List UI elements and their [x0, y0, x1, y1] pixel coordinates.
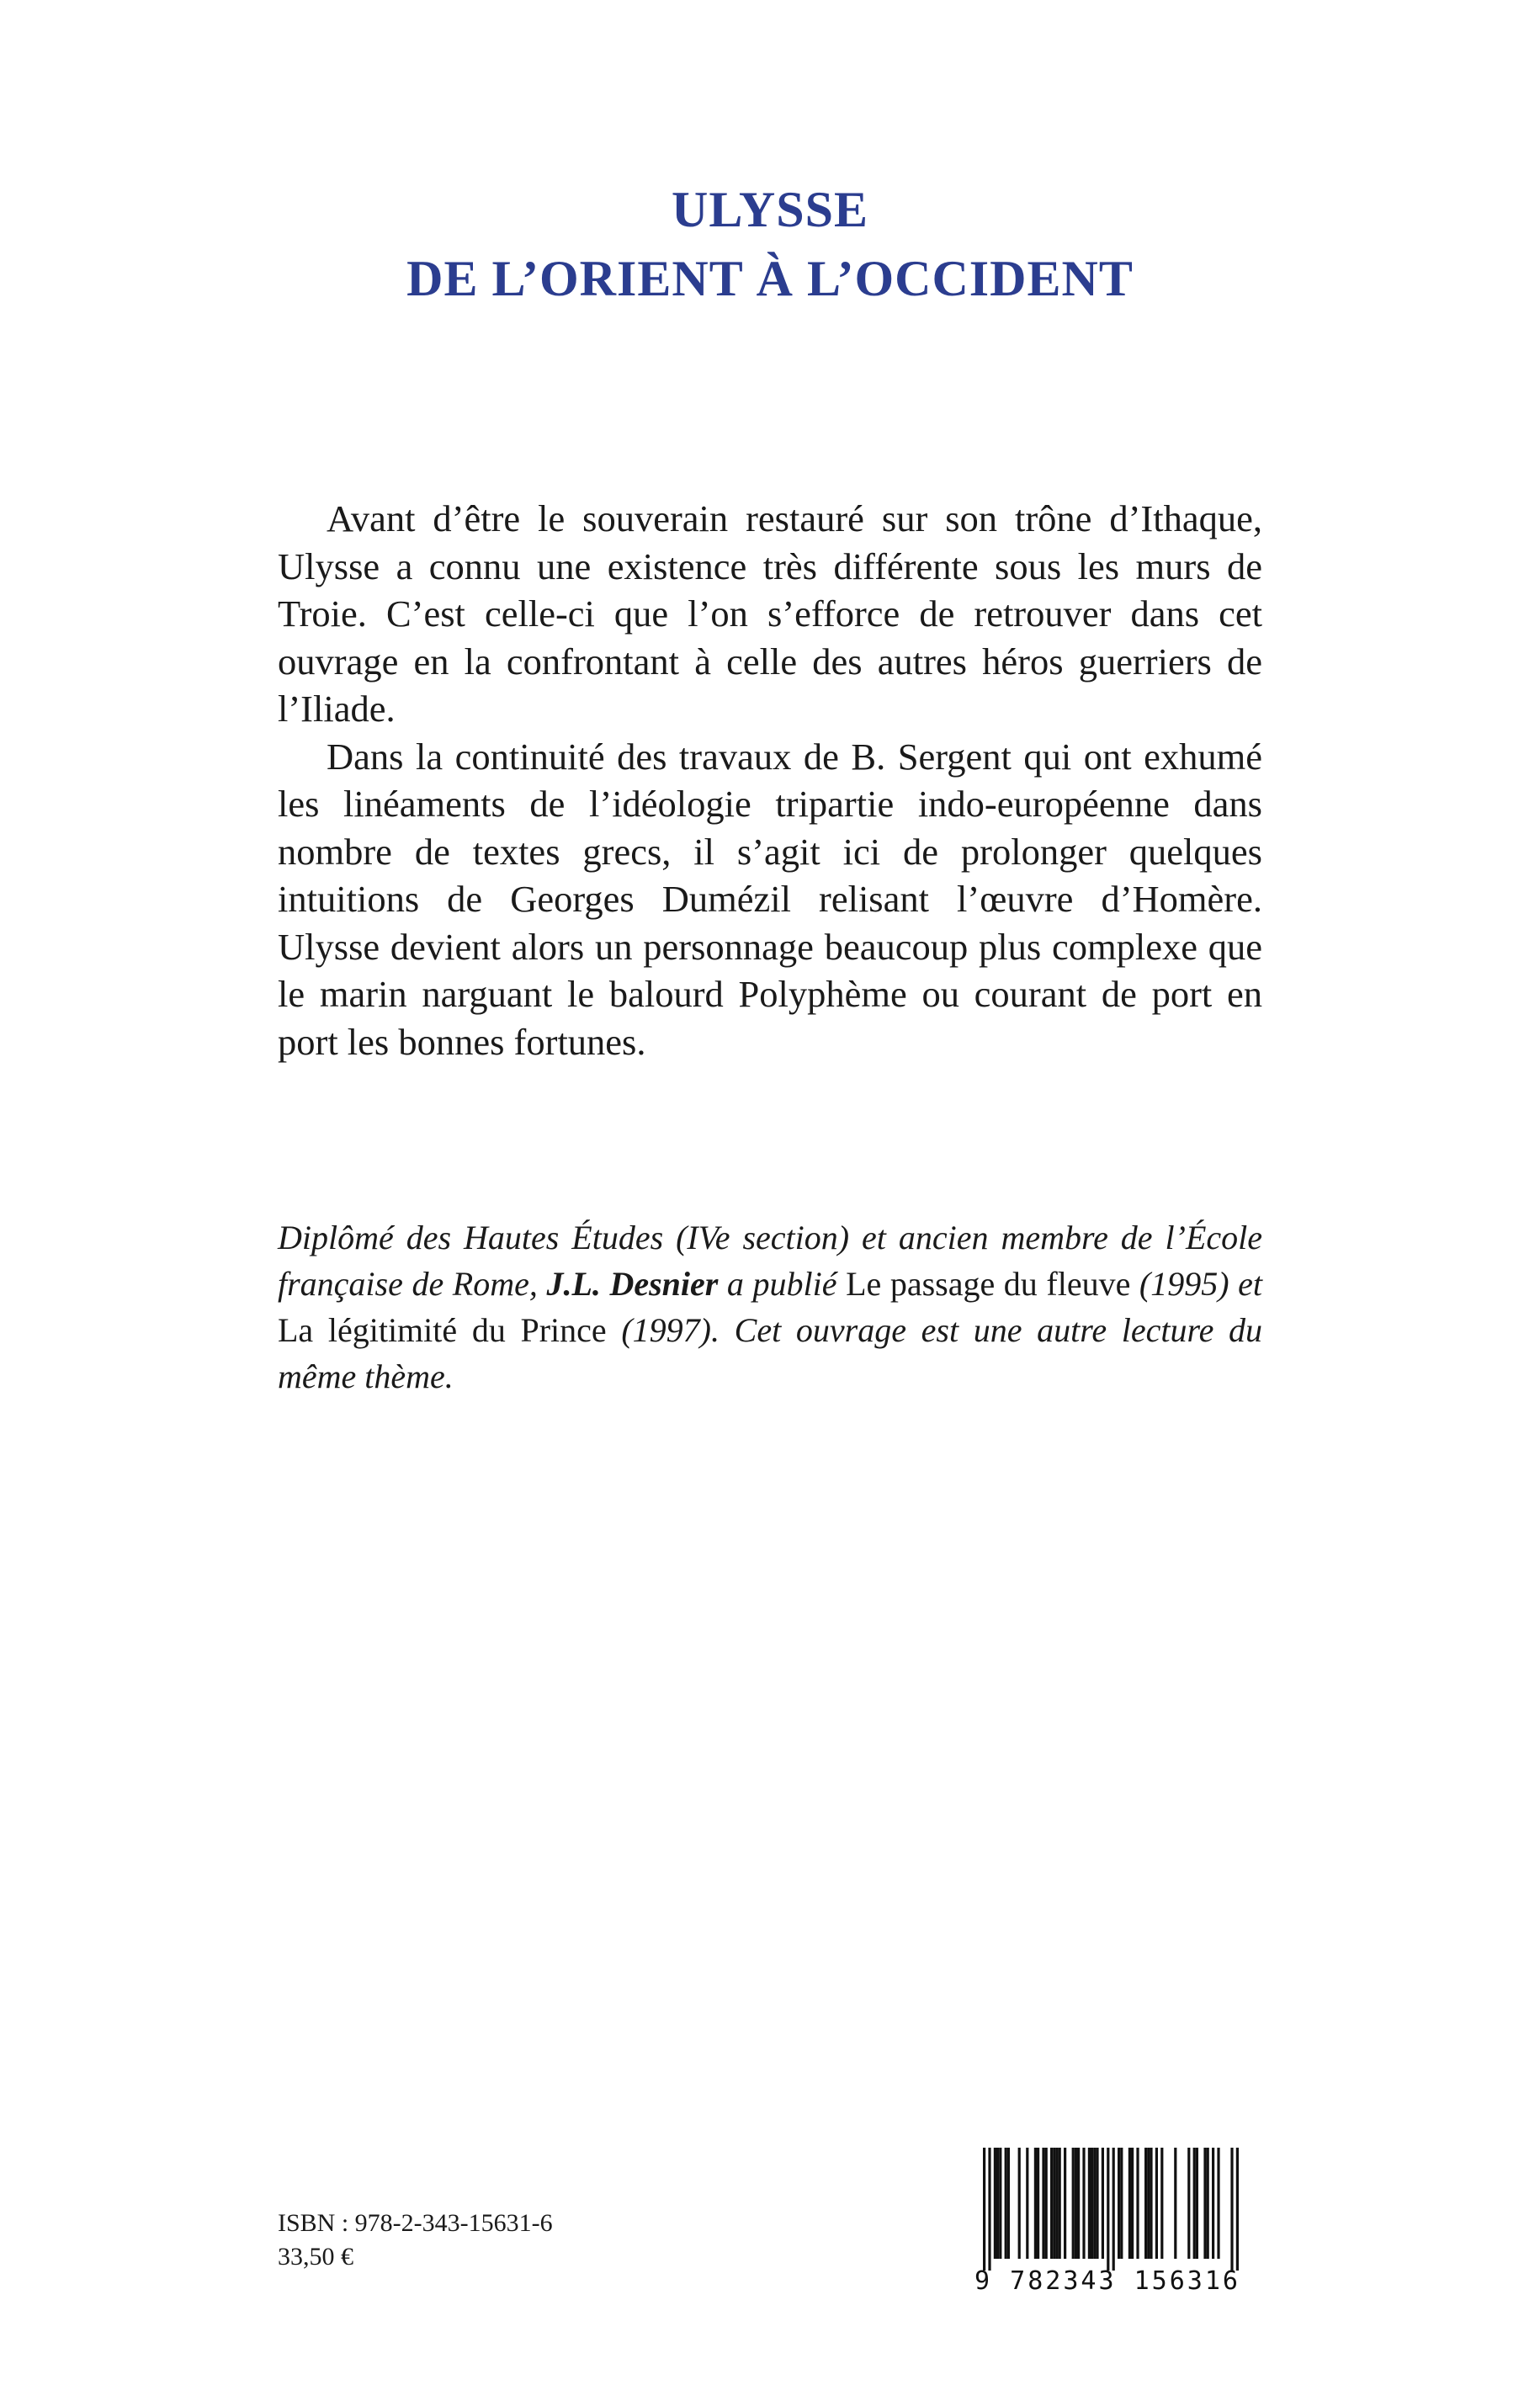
- book-title-1: Le passage du fleuve: [846, 1265, 1131, 1303]
- barcode-bar: [1160, 2148, 1163, 2259]
- barcode-bar: [1018, 2148, 1021, 2259]
- barcode-bar: [999, 2148, 1001, 2259]
- barcode-bar: [1230, 2148, 1233, 2271]
- barcode-bar: [1088, 2148, 1091, 2259]
- barcode-bar: [1026, 2148, 1028, 2259]
- barcode-bar: [1118, 2148, 1120, 2259]
- barcode-bar: [1072, 2148, 1075, 2259]
- barcode-bar: [1042, 2148, 1044, 2259]
- barcode-bar: [983, 2148, 985, 2271]
- back-cover-blurb: [278, 495, 1262, 1065]
- bio-text-3: (1995) et: [1130, 1265, 1262, 1303]
- bio-text-2: a publié: [718, 1265, 847, 1303]
- barcode-bar: [1096, 2148, 1098, 2259]
- barcode-bar: [1077, 2148, 1080, 2259]
- barcode-bar: [996, 2148, 999, 2259]
- price-label: 33,50 €: [278, 2243, 353, 2271]
- isbn-number: ISBN : 978-2-343-15631-6: [278, 2209, 553, 2237]
- title-line-2: DE L’ORIENT À L’OCCIDENT: [406, 251, 1134, 306]
- barcode-bar: [988, 2148, 990, 2271]
- barcode-bar: [1075, 2148, 1077, 2259]
- barcode-bar: [1050, 2148, 1053, 2259]
- barcode-bar: [1193, 2148, 1196, 2259]
- barcode-bar: [1196, 2148, 1198, 2259]
- book-title: [0, 175, 1540, 313]
- barcode-bar: [1217, 2148, 1219, 2259]
- title-line-1: ULYSSE: [672, 182, 868, 237]
- barcode-bar: [1144, 2148, 1147, 2259]
- barcode-bar: [1212, 2148, 1214, 2259]
- barcode-bar: [1155, 2148, 1158, 2259]
- author-bio: [278, 1214, 1262, 1400]
- barcode-bar: [1147, 2148, 1150, 2259]
- barcode-bar: [1059, 2148, 1061, 2259]
- barcode-bar: [1055, 2148, 1058, 2259]
- barcode-bar: [1064, 2148, 1066, 2259]
- barcode-bar: [1082, 2148, 1085, 2259]
- barcode-bar: [1102, 2148, 1104, 2259]
- barcode: [964, 2144, 1251, 2296]
- barcode-bar: [1203, 2148, 1206, 2259]
- barcode-bar: [1034, 2148, 1037, 2259]
- barcode-bar: [1187, 2148, 1190, 2259]
- barcode-bar: [1007, 2148, 1010, 2259]
- barcode-bar: [1150, 2148, 1152, 2259]
- barcode-bar: [1136, 2148, 1139, 2259]
- bio-text-4: (1997). Cet ouvrage est une autre lecture du même thème.: [278, 1311, 1262, 1395]
- book-title-2: La légitimité du Prince: [278, 1311, 607, 1349]
- barcode-bar: [1120, 2148, 1123, 2259]
- barcode-bar: [1045, 2148, 1048, 2259]
- barcode-bar: [1053, 2148, 1055, 2259]
- barcode-bar: [1131, 2148, 1134, 2259]
- barcode-bar: [994, 2148, 996, 2259]
- barcode-bar: [1207, 2148, 1209, 2259]
- barcode-bar: [1113, 2148, 1115, 2271]
- barcode-bar: [1236, 2148, 1239, 2271]
- barcode-bar: [1128, 2148, 1131, 2259]
- barcode-bar: [1093, 2148, 1096, 2259]
- author-name: J.L. Desnier: [546, 1265, 719, 1303]
- bio-text-1: Diplômé des Hautes Études (IVe section) et ancien membre de l’École française de Rome,: [278, 1219, 1262, 1303]
- barcode-digits: 9 782343 156316: [974, 2266, 1240, 2296]
- barcode-bar: [1091, 2148, 1093, 2259]
- blurb-paragraph-2: Dans la continuité des travaux de B. Sergent qui ont exhumé les linéaments de l’idéologie tripartie indo-européenne dans nombre de textes grecs, il s’agit ici de prolonger quelques intuitions de Georges Dumézil relisant l’œuvre d’Homère. Ulysse devient alors un personnage beaucoup plus complexe que le marin narguant le balourd Polyphème ou courant de port en port les bonnes fortunes.: [278, 735, 1262, 1063]
- barcode-bar: [1174, 2148, 1176, 2259]
- blurb-paragraph-1: Avant d’être le souverain restauré sur son trône d’Ithaque, Ulysse a connu une existence très différente sous les murs de Troie. C’est celle-ci que l’on s’efforce de retrouver dans cet ouvrage en la confrontant à celle des autres héros guerriers de l’Iliade.: [278, 497, 1262, 730]
- barcode-bar: [1037, 2148, 1039, 2259]
- barcode-bar: [1005, 2148, 1007, 2259]
- barcode-bar: [1107, 2148, 1109, 2271]
